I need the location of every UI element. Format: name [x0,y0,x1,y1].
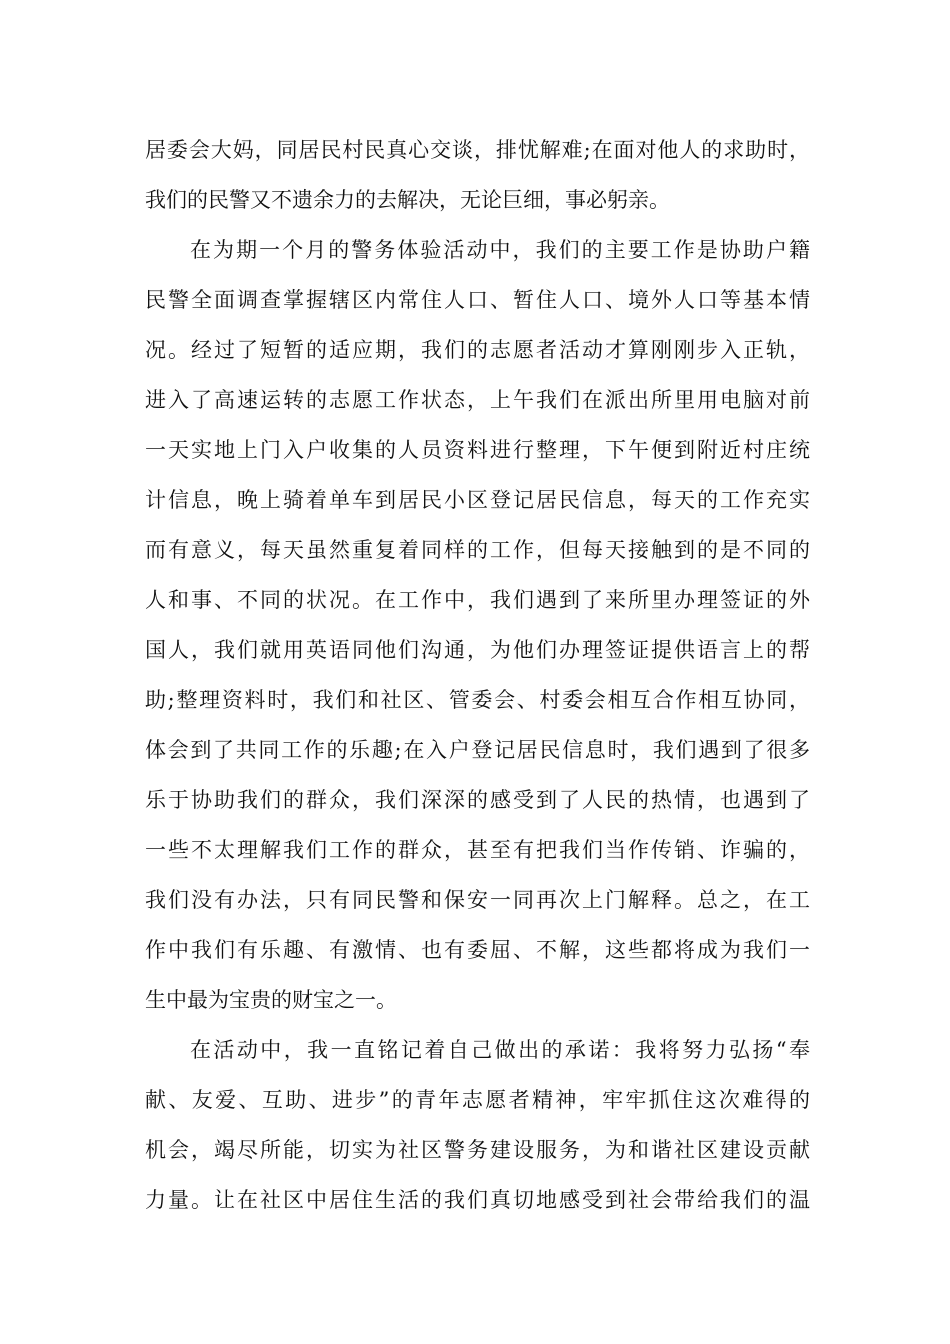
text-line: 生中最为宝贵的财宝之一。 [145,988,397,1012]
text-line: 我们没有办法，只有同民警和保安一同再次上门解释。总之，在工 [145,888,810,912]
text-line: 献、友爱、互助、进步”的青年志愿者精神，牢牢抓住这次难得的 [145,1088,810,1112]
text-line: 而有意义，每天虽然重复着同样的工作，但每天接触到的是不同的 [145,538,810,562]
text-line: 助;整理资料时，我们和社区、管委会、村委会相互合作相互协同， [145,688,810,712]
text-line: 一些不太理解我们工作的群众，甚至有把我们当作传销、诈骗的， [145,838,810,862]
paragraph-first-line: 在为期一个月的警务体验活动中，我们的主要工作是协助户籍 [190,238,810,262]
text-line: 进入了高速运转的志愿工作状态，上午我们在派出所里用电脑对前 [145,388,810,412]
text-line: 人和事、不同的状况。在工作中，我们遇到了来所里办理签证的外 [145,588,810,612]
text-line: 居委会大妈，同居民村民真心交谈，排忧解难;在面对他人的求助时， [145,138,810,162]
text-line: 况。经过了短暂的适应期，我们的志愿者活动才算刚刚步入正轨， [145,338,810,362]
text-line: 计信息，晚上骑着单车到居民小区登记居民信息，每天的工作充实 [145,488,810,512]
paragraph-first-line: 在活动中，我一直铭记着自己做出的承诺：我将努力弘扬“奉 [190,1038,810,1062]
text-line: 作中我们有乐趣、有激情、也有委屈、不解，这些都将成为我们一 [145,938,810,962]
text-line: 一天实地上门入户收集的人员资料进行整理，下午便到附近村庄统 [145,438,810,462]
text-line: 乐于协助我们的群众，我们深深的感受到了人民的热情，也遇到了 [145,788,810,812]
text-line: 国人，我们就用英语同他们沟通，为他们办理签证提供语言上的帮 [145,638,810,662]
text-line: 民警全面调查掌握辖区内常住人口、暂住人口、境外人口等基本情 [145,288,810,312]
text-line: 机会，竭尽所能，切实为社区警务建设服务，为和谐社区建设贡献 [145,1138,810,1162]
text-line: 力量。让在社区中居住生活的我们真切地感受到社会带给我们的温 [145,1188,810,1212]
text-line: 体会到了共同工作的乐趣;在入户登记居民信息时，我们遇到了很多 [145,738,810,762]
text-line: 我们的民警又不遗余力的去解决，无论巨细，事必躬亲。 [145,188,670,212]
